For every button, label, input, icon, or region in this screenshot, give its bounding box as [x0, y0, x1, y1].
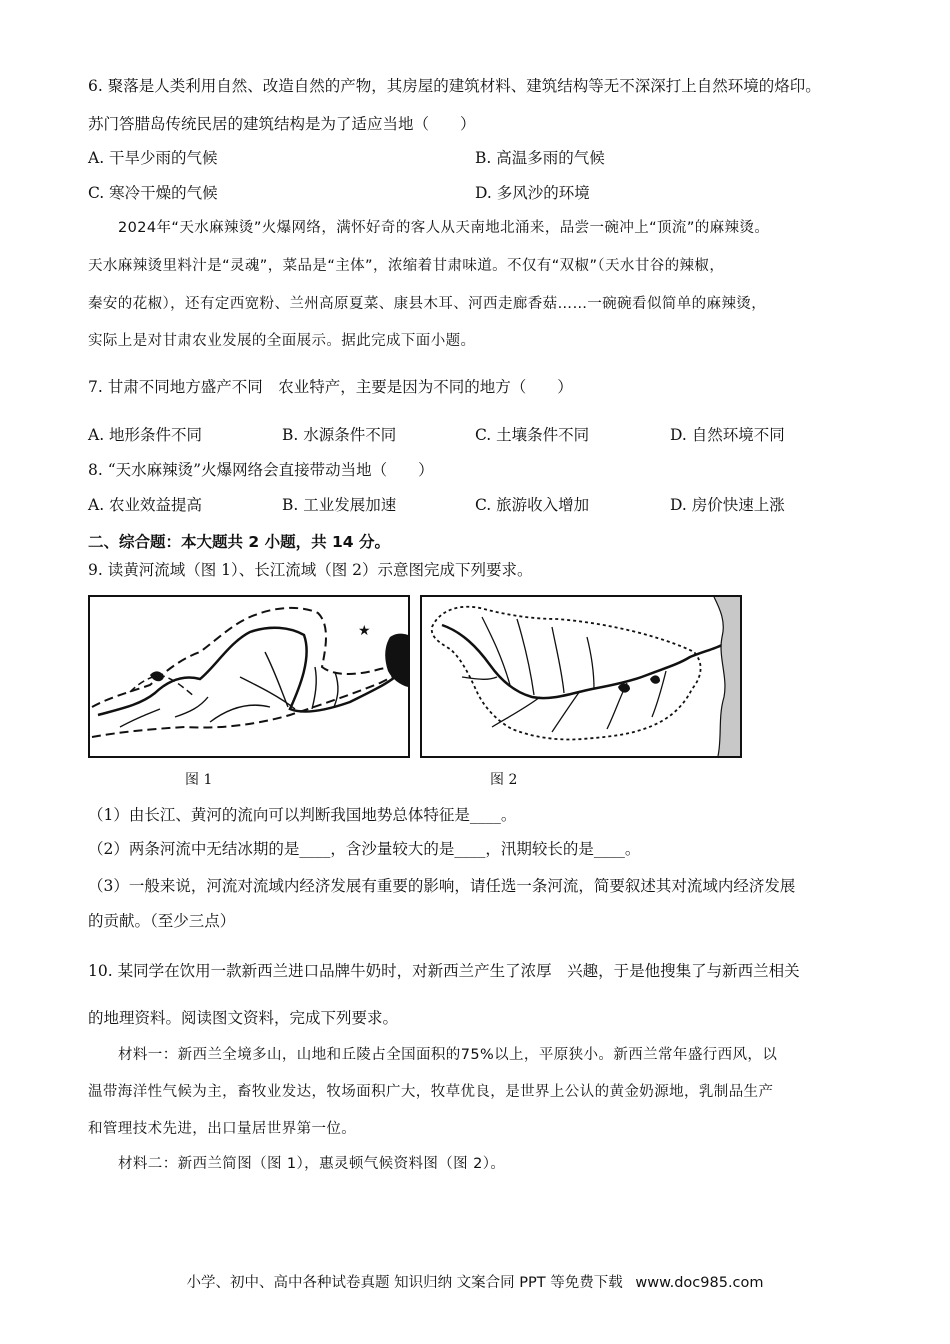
passage-line-2: 天水麻辣烫里料汁是“灵魂”，菜品是“主体”，浓缩着甘肃味道。不仅有“双椒”（天水甘谷的辣椒，: [88, 258, 725, 274]
q6-stem-line1: 6. 聚落是人类利用自然、改造自然的产物，其房屋的建筑材料、建筑结构等无不深深打上自然环境的烙印。: [88, 77, 821, 95]
section2-heading: 二、综合题：本大题共 2 小题，共 14 分。: [88, 533, 390, 551]
footer-url-link[interactable]: www.doc985.com: [635, 1275, 764, 1291]
figure2-caption: 图 2: [490, 772, 518, 788]
q6-option-c: C. 寒冷干燥的气候: [88, 184, 218, 202]
yellow-river-map-drawing: [90, 597, 408, 756]
q10-material1-line1: 材料一：新西兰全境多山，山地和丘陵占全国面积的75%以上，平原狭小。新西兰常年盛行西风，以: [118, 1047, 778, 1063]
q10-material1-line2: 温带海洋性气候为主，畜牧业发达，牧场面积广大，牧草优良，是世界上公认的黄金奶源地，乳制品生产: [88, 1084, 774, 1100]
q8-option-c: C. 旅游收入增加: [475, 496, 590, 514]
figure1-caption: 图 1: [185, 772, 213, 788]
q6-option-b: B. 高温多雨的气候: [475, 149, 605, 167]
passage-line-1: 2024年“天水麻辣烫”火爆网络，满怀好奇的客人从天南地北涌来，品尝一碗冲上“顶流”的麻辣烫。: [118, 220, 770, 236]
q10-stem-line2: 的地理资料。阅读图文资料，完成下列要求。: [88, 1009, 399, 1027]
q10-material1-line3: 和管理技术先进，出口量居世界第一位。: [88, 1121, 357, 1137]
svg-text:★: ★: [358, 623, 371, 639]
passage-line-3: 秦安的花椒），还有定西宽粉、兰州高原夏菜、康县木耳、河西走廊香菇……一碗碗看似简单的麻辣烫，: [88, 296, 767, 312]
page-footer: [0, 1271, 950, 1292]
q9-sub3-line1: （3）一般来说，河流对流域内经济发展有重要的影响，请任选一条河流，简要叙述其对流域内经济发展: [88, 877, 796, 895]
q10-material2: 材料二：新西兰简图（图 1），惠灵顿气候资料图（图 2）。: [118, 1156, 506, 1172]
yangtze-river-map-drawing: [422, 597, 740, 756]
q6-stem-line2: 苏门答腊岛传统民居的建筑结构是为了适应当地（ ）: [88, 115, 476, 133]
q8-option-b: B. 工业发展加速: [282, 496, 397, 514]
passage-line-4: 实际上是对甘肃农业发展的全面展示。据此完成下面小题。: [88, 333, 476, 349]
q7-stem: 7. 甘肃不同地方盛产不同 农业特产，主要是因为不同的地方（ ）: [88, 378, 573, 396]
q7-option-c: C. 土壤条件不同: [475, 426, 590, 444]
q9-sub2: （2）两条河流中无结冰期的是____，含沙量较大的是____，汛期较长的是____。: [88, 840, 641, 858]
q8-stem: 8. “天水麻辣烫”火爆网络会直接带动当地（ ）: [88, 461, 434, 479]
yellow-river-basin-map: [88, 595, 410, 758]
q9-sub1: （1）由长江、黄河的流向可以判断我国地势总体特征是____。: [88, 806, 517, 824]
q10-stem-line1: 10. 某同学在饮用一款新西兰进口品牌牛奶时，对新西兰产生了浓厚 兴趣，于是他搜集了与新西兰相关: [88, 962, 800, 980]
q7-option-b: B. 水源条件不同: [282, 426, 397, 444]
footer-text: 小学、初中、高中各种试卷真题 知识归纳 文案合同 PPT 等免费下载: [186, 1275, 623, 1291]
q9-stem: 9. 读黄河流域（图 1）、长江流域（图 2）示意图完成下列要求。: [88, 561, 533, 579]
q8-option-a: A. 农业效益提高: [88, 496, 203, 514]
q6-option-a: A. 干旱少雨的气候: [88, 149, 218, 167]
q8-option-d: D. 房价快速上涨: [670, 496, 785, 514]
q9-sub3-line2: 的贡献。（至少三点）: [88, 912, 236, 930]
yangtze-river-basin-map: [420, 595, 742, 758]
q6-option-d: D. 多风沙的环境: [475, 184, 590, 202]
q7-option-d: D. 自然环境不同: [670, 426, 785, 444]
q7-option-a: A. 地形条件不同: [88, 426, 203, 444]
